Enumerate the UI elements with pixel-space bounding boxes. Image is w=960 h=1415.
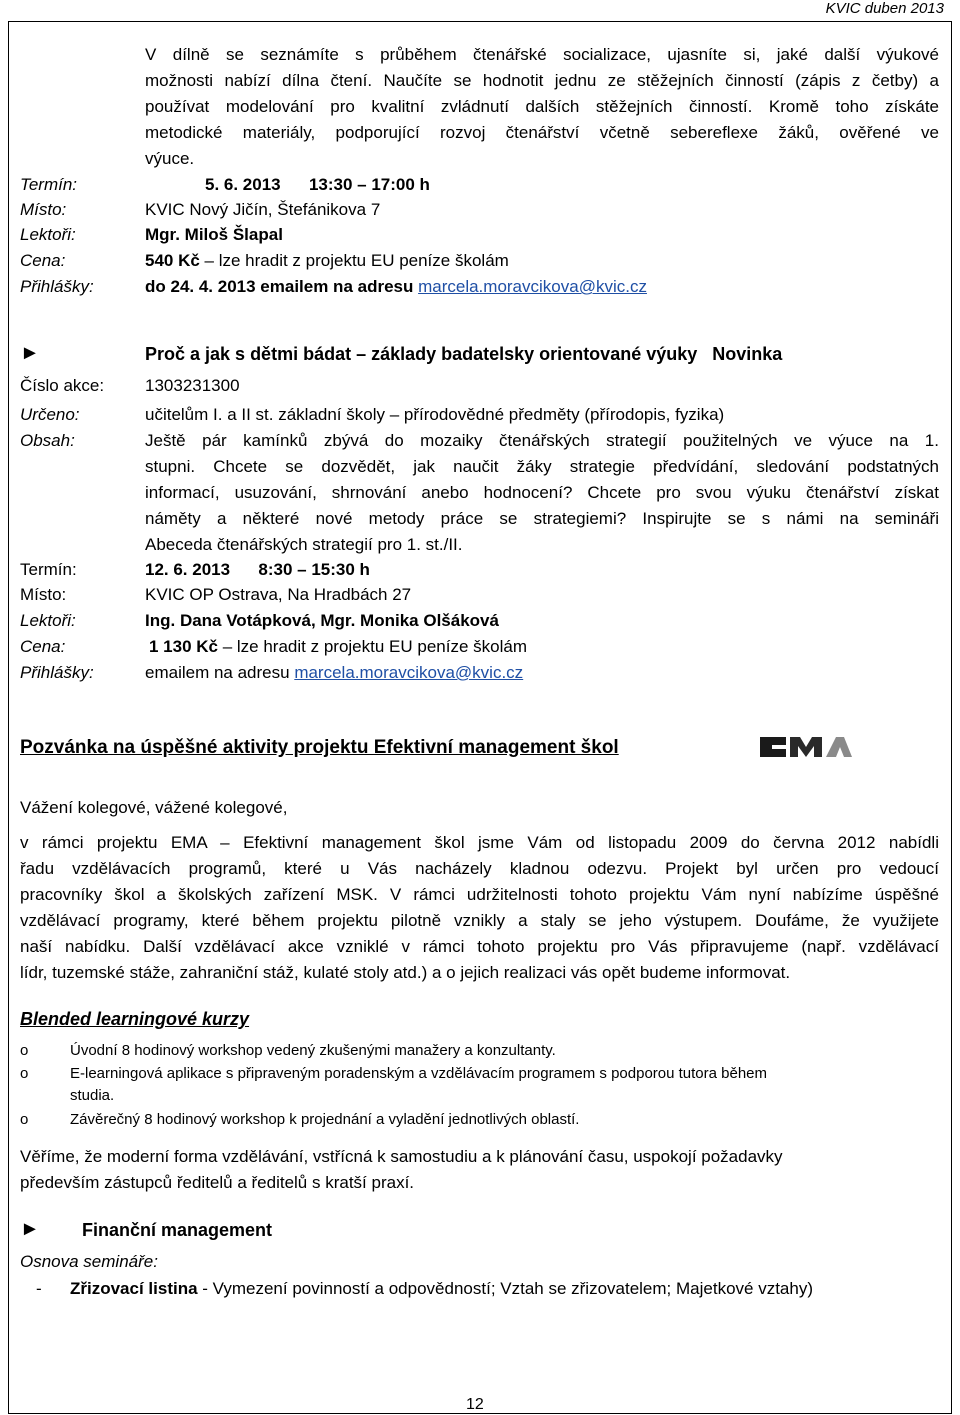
urceno-value: učitelům I. a II st. základní školy – přírodovědné předměty (přírodopis, fyzika) (145, 405, 725, 424)
cena-value (149, 634, 527, 660)
course-title: Proč a jak s dětmi bádat – základy badatelsky orientované výuky Novinka (145, 344, 783, 364)
cislo-value: 1303231300 (145, 376, 240, 395)
header-title: KVIC duben 2013 (825, 0, 944, 17)
arrow-icon: ► (20, 342, 40, 364)
prihlasky-text: emailem na adresu (145, 663, 295, 682)
label-misto: Místo: (20, 585, 67, 604)
blended-title: Blended learningové kurzy (20, 1009, 250, 1029)
closing-line: Věříme, že moderní forma vzdělávání, vstřícná k samostudiu a k plánování času, uspokojí požadavky (20, 1147, 783, 1166)
page-header (0, 0, 960, 25)
lektori-value: Mgr. Miloš Šlapal (145, 225, 283, 244)
email-link[interactable]: marcela.moravcikova@kvic.cz (418, 277, 647, 296)
prihlasky-text: do 24. 4. 2013 emailem na adresu (145, 277, 419, 296)
label-prihlasky: Přihlášky: (20, 277, 94, 296)
obsah-line: náměty a některé nové metody práce se strategiemi? Inspirujte se s námi na semináři (145, 509, 939, 528)
label-lektori: Lektoři: (20, 611, 76, 630)
label-misto: Místo: (20, 200, 67, 219)
termin-value: 5. 6. 2013 13:30 – 17:00 h (205, 175, 430, 194)
cena-amount: 1 130 Kč (149, 637, 218, 656)
email-link[interactable]: marcela.moravcikova@kvic.cz (294, 663, 524, 682)
label-cena: Cena: (20, 637, 66, 656)
osnova-item (70, 1276, 813, 1302)
obsah-line: Abeceda čtenářských strategií pro 1. st./II. (145, 535, 463, 554)
body-line: řadu vzdělávacích programů, které u Vás nacházely kladnou odezvu. Projekt byl určen pro vedoucí (20, 859, 939, 878)
label-lektori: Lektoři: (20, 225, 76, 244)
header-rule (8, 21, 952, 22)
label-cena: Cena: (20, 251, 66, 270)
obsah-line: informací, usuzování, shrnování anebo hodnocení? Chcete pro svou výuku čtenářství získat (145, 483, 939, 502)
label-obsah: Obsah: (20, 431, 75, 450)
closing-line: především zástupců ředitelů a ředitelů s kratší praxí. (20, 1173, 415, 1192)
label-termin: Termín: (20, 175, 78, 194)
body-line: lídr, tuzemské stáže, zahraniční stáž, kulaté stoly atd.) a o jejich realizaci vás opět budeme informovat. (20, 963, 791, 982)
prihlasky-value (145, 660, 523, 686)
cena-value (145, 248, 509, 274)
intro-line: používat modelování pro kvalitní zvládnutí dalších stěžejních činností. Kromě toho získáte (145, 97, 939, 116)
label-termin: Termín: (20, 560, 77, 579)
cena-note: – lze hradit z projektu EU peníze školám (218, 637, 527, 656)
intro-line: V dílně se seznámíte s průběhem čtenářské socializace, ujasníte si, jaké další výukové (145, 45, 939, 64)
bullet-marker: o (20, 1042, 29, 1059)
arrow-icon: ► (20, 1218, 40, 1240)
financial-title: Finanční management (82, 1220, 273, 1240)
dash-marker: - (36, 1279, 42, 1298)
intro-line: metodické materiály, podporující rozvoj čtenářství včetně sebereflexe žáků, ověřené ve (145, 123, 939, 142)
intro-line: výuce. (145, 149, 195, 168)
label-cislo: Číslo akce: (20, 376, 105, 395)
bullet-marker: o (20, 1111, 29, 1128)
body-line: naší nabídku. Další vzdělávací akce vzniklé v rámci tohoto projektu pro Vás připravujeme (např. vzdělávací (20, 937, 939, 956)
obsah-line: Ještě pár kamínků zbývá do mozaiky čtenářských strategií použitelných ve výuce na 1. (145, 431, 939, 450)
bullet-marker: o (20, 1065, 29, 1082)
footer-rule (8, 1413, 952, 1414)
lektori-value: Ing. Dana Votápková, Mgr. Monika Olšáková (145, 611, 499, 630)
ema-logo-graphic (760, 733, 852, 761)
prihlasky-value (145, 274, 647, 300)
body-line: v rámci projektu EMA – Efektivní management škol jsme Vám od listopadu 2009 do června 2012 nabídli (20, 833, 939, 852)
cena-note: – lze hradit z projektu EU peníze školám (199, 251, 509, 270)
ema-logo (760, 733, 852, 761)
osnova-item-title: Zřizovací listina (70, 1279, 198, 1298)
obsah-line: stupni. Chcete se dozvědět, jak naučit žáky strategie předvídání, sledování podstatných (145, 457, 939, 476)
bullet-item: E-learningová aplikace s připraveným poradenským a vzdělávacím programem s podporou tutora během (70, 1065, 768, 1082)
label-urceno: Určeno: (20, 405, 80, 424)
label-prihlasky: Přihlášky: (20, 663, 94, 682)
osnova-label: Osnova semináře: (20, 1252, 158, 1271)
body-line: pracovníky škol a školských zařízení MSK. V rámci udržitelnosti tohoto projektu Vám nyní nabízíme úspěšné (20, 885, 939, 904)
termin-value: 12. 6. 2013 8:30 – 15:30 h (145, 560, 370, 579)
bullet-item: Závěrečný 8 hodinový workshop k projednání a vyladění jednotlivých oblastí. (70, 1111, 580, 1128)
greeting: Vážení kolegové, vážené kolegové, (20, 798, 288, 817)
page-number: 12 (466, 1396, 484, 1413)
invitation-title: Pozvánka na úspěšné aktivity projektu Efektivní management škol (20, 737, 619, 758)
bullet-item-continuation: studia. (70, 1087, 115, 1104)
body-line: vzdělávací programy, které během projektu pilotně vznikly a staly se jeho výstupem. Doufáme, že využijete (20, 911, 939, 930)
misto-value: KVIC Nový Jičín, Štefánikova 7 (145, 200, 381, 219)
osnova-item-text: - Vymezení povinností a odpovědností; Vztah se zřizovatelem; Majetkové vztahy) (197, 1279, 813, 1298)
cena-amount: 540 Kč (145, 251, 200, 270)
misto-value: KVIC OP Ostrava, Na Hradbách 27 (145, 585, 412, 604)
left-border (8, 21, 9, 1414)
intro-line: možnosti nabízí dílna čtení. Naučíte se hodnotit jednu ze stěžejních činností (zápis z četby) a (145, 71, 939, 90)
bullet-item: Úvodní 8 hodinový workshop vedený zkušenými manažery a konzultanty. (70, 1042, 556, 1059)
right-border (951, 21, 952, 1414)
